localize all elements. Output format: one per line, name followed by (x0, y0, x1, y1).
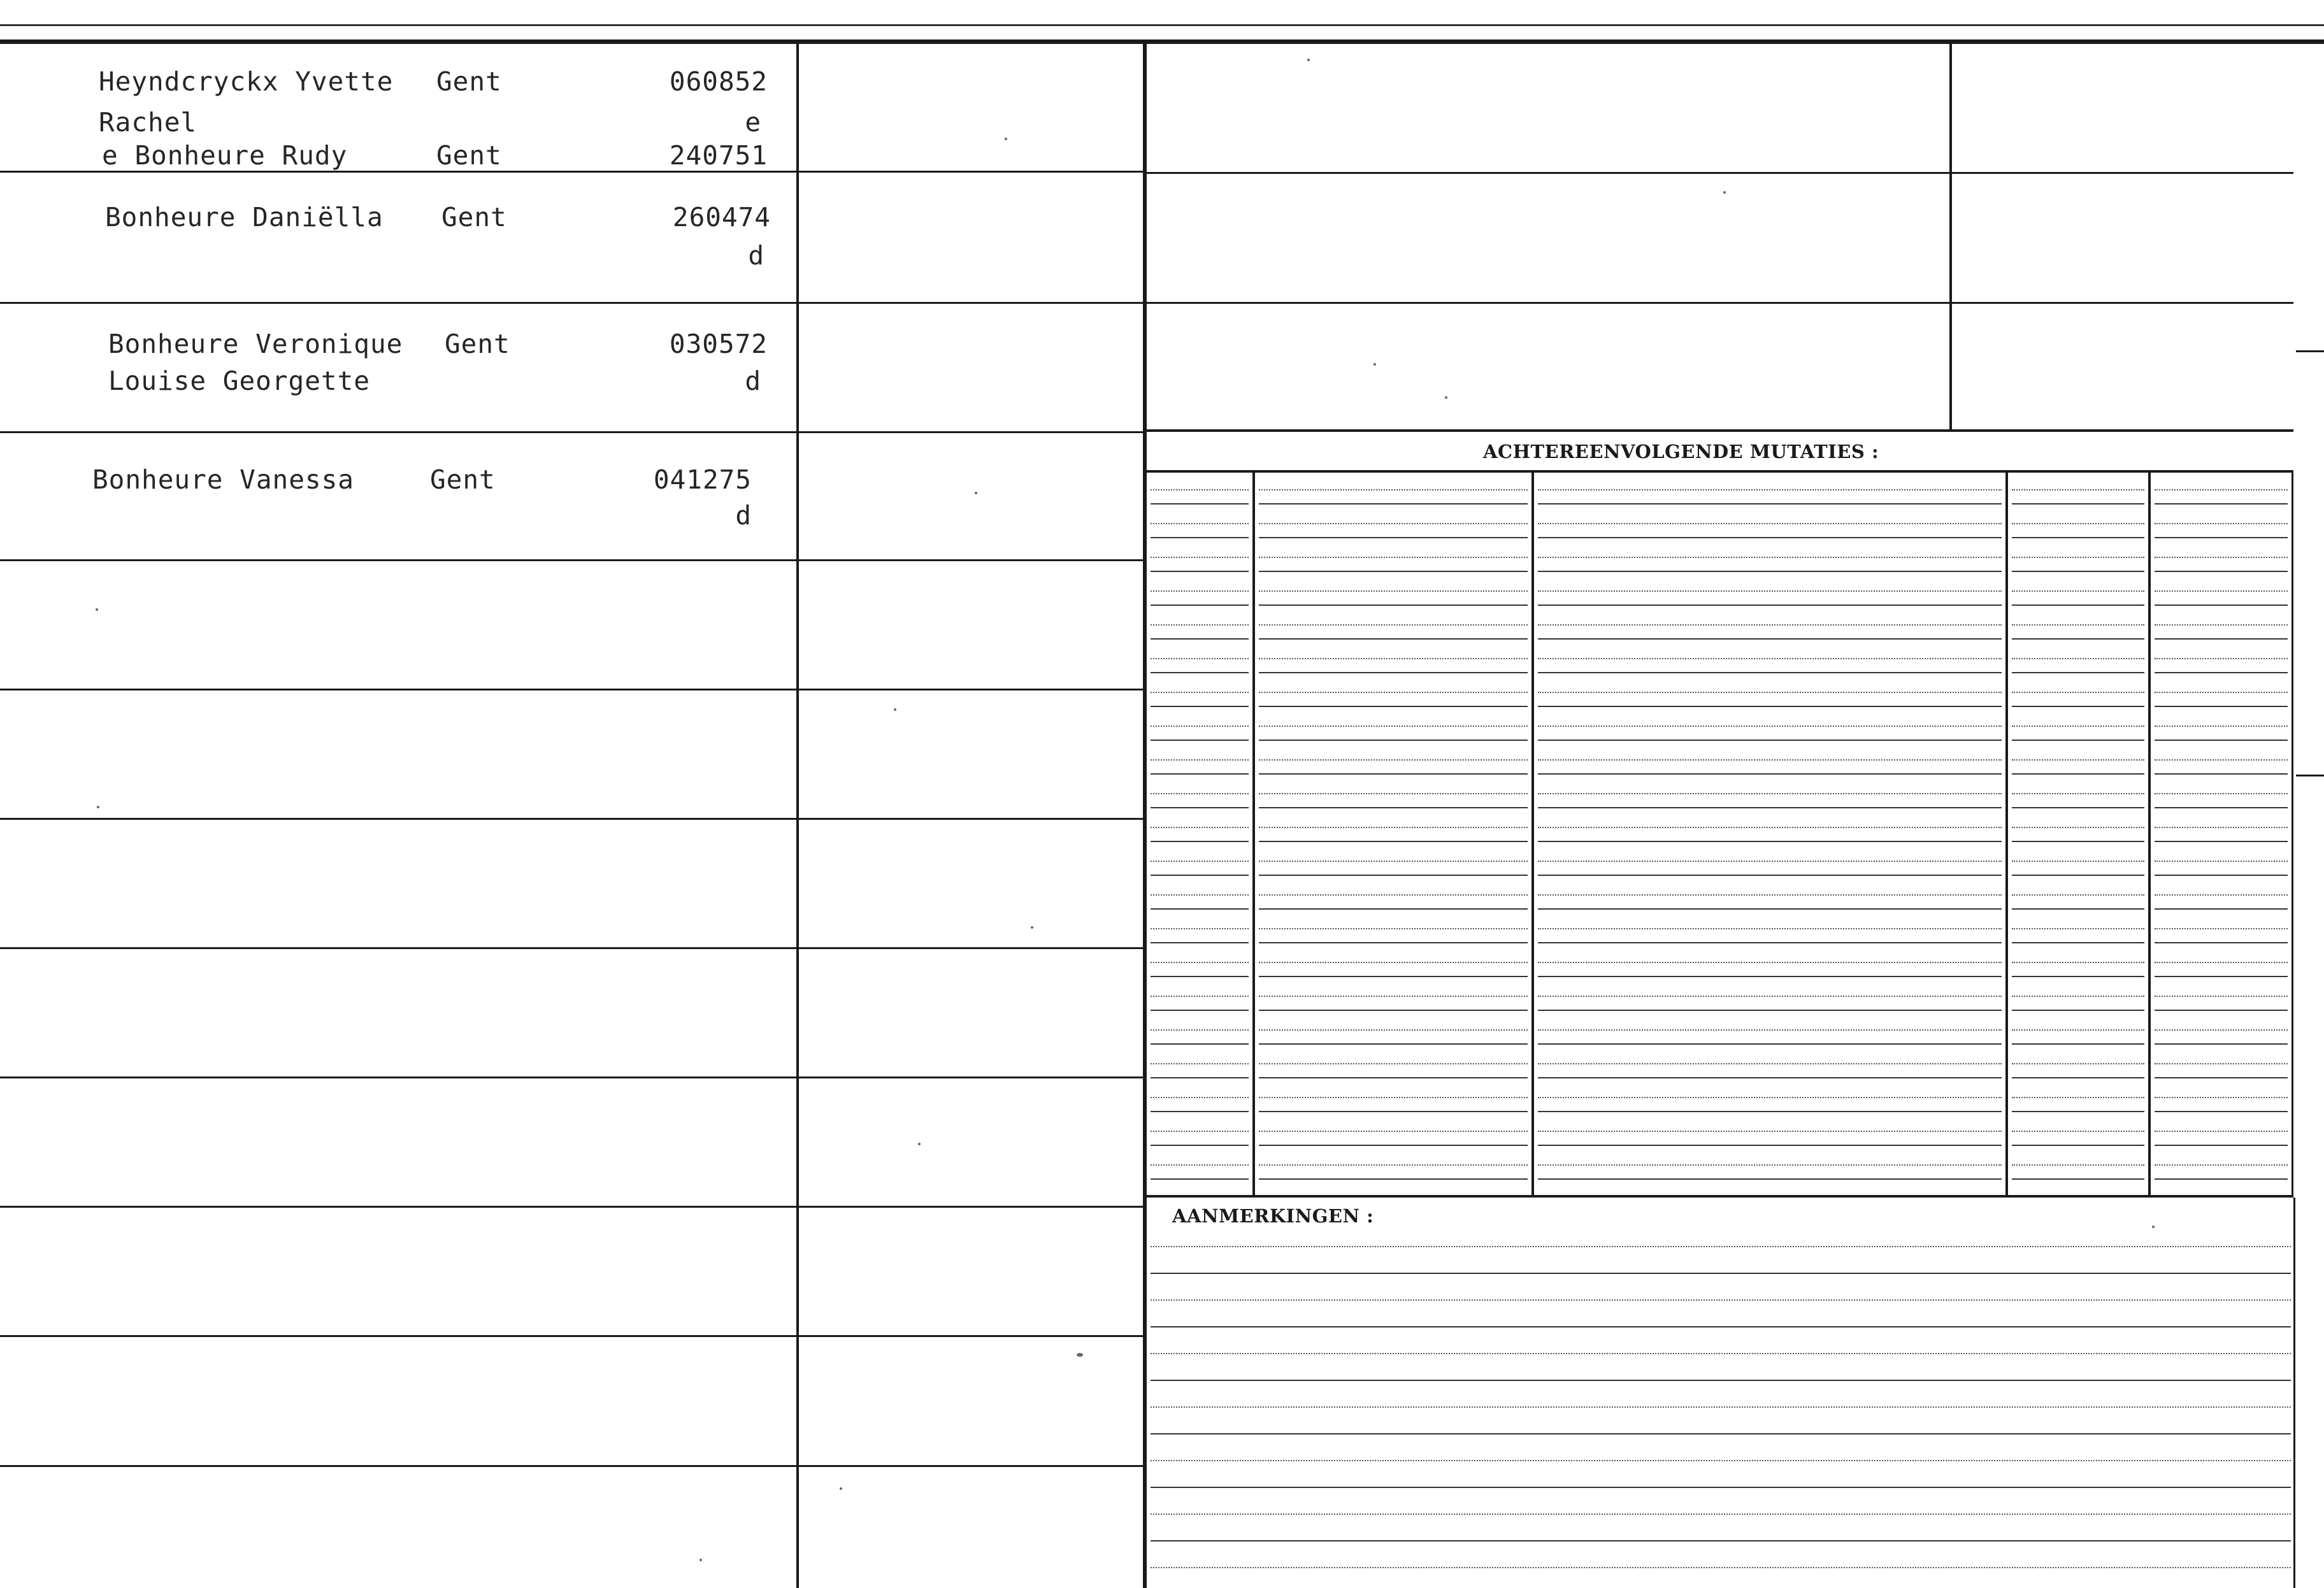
mutation-row-line (1259, 807, 1528, 808)
mutation-row-dotted (1538, 590, 2002, 592)
mutation-row-dotted (2012, 1063, 2144, 1064)
mutation-row-line (1151, 537, 1249, 538)
mutation-row-line (2012, 773, 2144, 775)
mutation-row-dotted (1151, 827, 1249, 828)
mutation-row-dotted (1151, 1164, 1249, 1166)
entry-name: e Bonheure Rudy (102, 140, 348, 171)
margin-tick-2 (2296, 775, 2324, 776)
entry-place: Gent (436, 66, 502, 97)
entry-code: 030572 (669, 329, 768, 359)
mutation-row-dotted (1259, 523, 1528, 524)
mutation-row-line (2012, 1043, 2144, 1045)
mutation-row-dotted (1259, 996, 1528, 997)
mutation-row-line (2012, 1145, 2144, 1146)
mutation-row-dotted (1151, 624, 1249, 626)
mutation-row-dotted (1259, 894, 1528, 896)
mutation-row-line (2012, 604, 2144, 606)
mutation-row-dotted (2155, 692, 2288, 693)
mutation-row-line (1151, 706, 1249, 707)
entry-code: 060852 (669, 66, 768, 97)
mutation-row-line (2155, 875, 2288, 876)
mutation-row-line (2012, 503, 2144, 504)
mutation-row-dotted (2155, 489, 2288, 490)
mutation-row-dotted (1259, 726, 1528, 727)
top-border-thick (0, 39, 2324, 44)
mutation-row-dotted (2155, 523, 2288, 524)
mutation-row-dotted (1538, 827, 2002, 828)
mutation-row-dotted (1259, 1063, 1528, 1064)
mutation-row-line (2012, 942, 2144, 943)
mutation-row-line (2012, 1010, 2144, 1011)
mutation-row-line (1151, 1145, 1249, 1146)
mutation-row-dotted (2155, 1131, 2288, 1132)
right-top-box-divider (1949, 39, 1952, 429)
mutation-row-line (2155, 537, 2288, 538)
mutation-row-line (2012, 807, 2144, 808)
mutation-row-dotted (2012, 692, 2144, 693)
mutation-row-dotted (1538, 759, 2002, 761)
entry-bonheure-vanessa (92, 462, 752, 538)
mutation-row-dotted (1151, 759, 1249, 761)
mutation-row-dotted (2012, 928, 2144, 929)
mutation-row-dotted (2012, 861, 2144, 862)
mutation-row-dotted (1151, 861, 1249, 862)
remarks-row-line (1151, 1433, 2291, 1434)
mutation-row-dotted (2155, 827, 2288, 828)
mutation-row-line (1538, 1145, 2002, 1146)
margin-tick-1 (2296, 350, 2324, 352)
mutation-row-dotted (1538, 1029, 2002, 1031)
remarks-row-line (1151, 1353, 2291, 1354)
remarks-row-line (1151, 1513, 2291, 1515)
mutation-row-dotted (1538, 1131, 2002, 1132)
mutation-row-dotted (1259, 827, 1528, 828)
mutation-row-dotted (1538, 523, 2002, 524)
mutation-row-dotted (1538, 557, 2002, 558)
mutation-row-dotted (1538, 962, 2002, 963)
center-divider (1143, 39, 1147, 1588)
mutation-row-dotted (2012, 590, 2144, 592)
mutation-row-line (2012, 672, 2144, 673)
mutation-row-dotted (2155, 1029, 2288, 1031)
mutation-row-dotted (1538, 861, 2002, 862)
mutation-row-line (1259, 1178, 1528, 1180)
mutation-row-dotted (1151, 658, 1249, 659)
mutation-row-line (1538, 976, 2002, 977)
mutation-row-line (2155, 1178, 2288, 1180)
remarks-row-line (1151, 1273, 2291, 1274)
mutation-row-line (1538, 571, 2002, 572)
mutation-row-line (1259, 1111, 1528, 1112)
mutation-row-dotted (1538, 1097, 2002, 1098)
mutation-row-dotted (2012, 827, 2144, 828)
mutation-row-dotted (2155, 624, 2288, 626)
mutation-row-dotted (2012, 793, 2144, 794)
mutation-row-dotted (1259, 1097, 1528, 1098)
mutation-row-line (2155, 841, 2288, 842)
mutation-row-dotted (1259, 1131, 1528, 1132)
mutation-row-line (2155, 638, 2288, 640)
mutation-row-dotted (1538, 894, 2002, 896)
mutation-row-dotted (2012, 557, 2144, 558)
mutation-row-line (2012, 908, 2144, 910)
mutation-row-dotted (1538, 996, 2002, 997)
mutation-row-line (1538, 773, 2002, 775)
entry-bonheure-rudy (102, 138, 768, 173)
mutation-row-dotted (1151, 1029, 1249, 1031)
mutation-row-dotted (1538, 692, 2002, 693)
mutation-row-dotted (1151, 1063, 1249, 1064)
mutation-row-line (1259, 875, 1528, 876)
mutation-row-dotted (1259, 590, 1528, 592)
mutation-row-line (1259, 976, 1528, 977)
mutation-row-dotted (1538, 658, 2002, 659)
mutation-row-dotted (2155, 861, 2288, 862)
mutation-row-line (1151, 875, 1249, 876)
entry-mark: e (745, 107, 761, 138)
mutation-row-line (1151, 604, 1249, 606)
mutation-row-dotted (1151, 1097, 1249, 1098)
mutation-row-line (1151, 807, 1249, 808)
mutation-row-line (1538, 706, 2002, 707)
mutation-row-dotted (2012, 759, 2144, 761)
mutation-row-dotted (1259, 1164, 1528, 1166)
mutation-row-line (1259, 638, 1528, 640)
mutation-row-line (1538, 875, 2002, 876)
mutation-row-line (2155, 942, 2288, 943)
mutation-row-line (1538, 1010, 2002, 1011)
mutation-row-dotted (2155, 894, 2288, 896)
mutation-row-line (1538, 503, 2002, 504)
top-border-thin (0, 24, 2324, 26)
mutation-row-dotted (2155, 557, 2288, 558)
mutation-row-dotted (2155, 1164, 2288, 1166)
mutation-row-line (1259, 908, 1528, 910)
remarks-row-line (1151, 1380, 2291, 1381)
remarks-row-line (1151, 1540, 2291, 1542)
mutation-row-dotted (1259, 861, 1528, 862)
mutation-row-dotted (2012, 996, 2144, 997)
mutation-row-line (2012, 1178, 2144, 1180)
mutation-row-line (1538, 1077, 2002, 1078)
mutation-row-dotted (1259, 928, 1528, 929)
mutation-row-dotted (1538, 1164, 2002, 1166)
mutation-row-dotted (2012, 624, 2144, 626)
mutation-row-line (1259, 841, 1528, 842)
mutation-row-dotted (2155, 1063, 2288, 1064)
mutation-row-dotted (2012, 1097, 2144, 1098)
mutation-row-dotted (2155, 726, 2288, 727)
mutation-row-line (1259, 1077, 1528, 1078)
mutation-row-line (2012, 571, 2144, 572)
remarks-row-line (1151, 1460, 2291, 1461)
mutation-row-dotted (1259, 557, 1528, 558)
mutation-row-dotted (1151, 793, 1249, 794)
mutation-row-dotted (2012, 1131, 2144, 1132)
mutation-row-dotted (1151, 523, 1249, 524)
mutation-row-dotted (1259, 962, 1528, 963)
mutation-row-dotted (2155, 658, 2288, 659)
mutation-row-dotted (2012, 726, 2144, 727)
mutation-row-dotted (2012, 962, 2144, 963)
mutation-row-line (2012, 841, 2144, 842)
mutation-row-line (2155, 908, 2288, 910)
mutation-row-line (1538, 537, 2002, 538)
mutation-row-line (1538, 807, 2002, 808)
mutation-row-line (1538, 672, 2002, 673)
mutation-row-line (1151, 1010, 1249, 1011)
mutation-row-line (2155, 672, 2288, 673)
mutation-row-dotted (1259, 489, 1528, 490)
mutation-row-dotted (1151, 692, 1249, 693)
mutation-row-line (2012, 740, 2144, 741)
entry-rachel (99, 104, 761, 140)
remarks-right-border (2293, 1198, 2295, 1588)
mutation-row-line (2012, 976, 2144, 977)
mutation-row-line (2012, 537, 2144, 538)
mutation-row-line (2155, 604, 2288, 606)
mutation-row-dotted (1151, 928, 1249, 929)
mutation-row-dotted (2155, 793, 2288, 794)
mutation-row-line (2012, 875, 2144, 876)
right-top-row-3 (1147, 429, 2293, 432)
mutation-row-line (1538, 942, 2002, 943)
mutation-row-line (1538, 1043, 2002, 1045)
mutation-row-dotted (1151, 557, 1249, 558)
entry-name: Bonheure Vanessa (92, 464, 354, 495)
entry-mark: d (748, 240, 764, 271)
mutation-row-line (1259, 1010, 1528, 1011)
mutation-row-dotted (2155, 759, 2288, 761)
mutation-row-line (1538, 1178, 2002, 1180)
mutation-row-dotted (1151, 590, 1249, 592)
mutation-row-line (2155, 1043, 2288, 1045)
mutation-row-dotted (2012, 658, 2144, 659)
mutation-row-dotted (1151, 894, 1249, 896)
mutation-row-line (2155, 706, 2288, 707)
mutation-row-dotted (2155, 996, 2288, 997)
mutation-row-line (1151, 908, 1249, 910)
entry-name: Louise Georgette (108, 366, 370, 396)
entry-place: Gent (445, 329, 510, 359)
mutation-row-line (1151, 1043, 1249, 1045)
mutation-row-line (1259, 537, 1528, 538)
remarks-row-line (1151, 1487, 2291, 1488)
mutation-row-dotted (1538, 624, 2002, 626)
mutation-row-line (1151, 773, 1249, 775)
mutation-row-line (2012, 1077, 2144, 1078)
mutation-row-dotted (1538, 489, 2002, 490)
remarks-row-line (1151, 1299, 2291, 1301)
entry-bonheure-daniella (105, 199, 771, 276)
mutation-row-dotted (2012, 1029, 2144, 1031)
mutation-row-dotted (2155, 590, 2288, 592)
mutation-row-line (2155, 1010, 2288, 1011)
right-top-row-1 (1147, 172, 2293, 174)
mutation-row-line (1259, 571, 1528, 572)
entry-place: Gent (430, 464, 496, 495)
left-table-divider (796, 39, 799, 1588)
mutation-row-line (1538, 841, 2002, 842)
mutation-row-line (2012, 638, 2144, 640)
remarks-header: AANMERKINGEN : (1172, 1205, 1374, 1227)
entry-name: Heyndcryckx Yvette (99, 66, 394, 97)
mutation-row-dotted (2012, 894, 2144, 896)
mutation-row-line (1259, 503, 1528, 504)
mutation-row-line (2155, 571, 2288, 572)
mutation-row-dotted (1259, 793, 1528, 794)
mutation-row-line (1151, 571, 1249, 572)
mutation-row-dotted (1151, 726, 1249, 727)
mutation-row-line (1151, 672, 1249, 673)
mutation-row-dotted (1538, 793, 2002, 794)
remarks-row-line (1151, 1326, 2291, 1327)
mutations-col-1 (1252, 473, 1255, 1196)
mutation-row-dotted (2155, 928, 2288, 929)
mutations-col-5 (2292, 473, 2293, 1196)
mutation-row-line (2155, 1077, 2288, 1078)
mutation-row-line (1151, 503, 1249, 504)
entry-code: 041275 (653, 464, 752, 495)
remarks-row-line (1151, 1406, 2291, 1408)
mutation-row-dotted (1151, 1131, 1249, 1132)
mutation-row-line (1151, 740, 1249, 741)
mutation-row-line (1259, 942, 1528, 943)
mutation-row-line (1151, 1077, 1249, 1078)
mutations-col-4 (2148, 473, 2151, 1196)
mutation-row-line (1538, 1111, 2002, 1112)
mutations-header: ACHTEREENVOLGENDE MUTATIES : (1483, 441, 1879, 462)
mutation-row-line (1538, 740, 2002, 741)
remarks-row-line (1151, 1567, 2291, 1568)
mutation-row-line (1538, 908, 2002, 910)
mutation-row-line (2155, 740, 2288, 741)
mutation-row-line (1151, 942, 1249, 943)
entry-place: Gent (436, 140, 502, 171)
mutation-row-dotted (1259, 624, 1528, 626)
mutation-row-dotted (2012, 523, 2144, 524)
right-top-row-2 (1147, 302, 2293, 304)
mutation-row-line (2012, 706, 2144, 707)
mutations-table-bottom (1147, 1195, 2293, 1198)
mutation-row-line (2155, 1145, 2288, 1146)
mutations-col-2 (1531, 473, 1534, 1196)
mutation-row-line (1151, 638, 1249, 640)
mutation-row-line (1259, 740, 1528, 741)
entry-mark: d (735, 500, 752, 531)
mutation-row-dotted (1151, 489, 1249, 490)
mutation-row-line (1151, 1178, 1249, 1180)
mutation-row-line (2155, 807, 2288, 808)
mutation-row-line (2155, 1111, 2288, 1112)
mutation-row-dotted (1151, 996, 1249, 997)
entry-place: Gent (441, 202, 507, 232)
entry-code: 260474 (672, 202, 771, 232)
entry-louise-georgette (108, 363, 768, 399)
mutation-row-dotted (1151, 962, 1249, 963)
mutation-row-line (1151, 976, 1249, 977)
mutation-row-line (1259, 672, 1528, 673)
remarks-row-line (1151, 1246, 2291, 1247)
entry-heyndcryckx (99, 64, 768, 99)
mutation-row-dotted (2155, 1097, 2288, 1098)
mutation-row-line (1538, 638, 2002, 640)
mutation-row-line (1259, 773, 1528, 775)
mutation-row-dotted (1259, 1029, 1528, 1031)
mutation-row-line (1538, 604, 2002, 606)
entry-code: 240751 (669, 140, 768, 171)
mutation-row-line (1151, 841, 1249, 842)
entry-mark: d (745, 366, 761, 396)
entry-name: Bonheure Veronique (108, 329, 403, 359)
mutation-row-line (1259, 604, 1528, 606)
mutation-row-dotted (1538, 928, 2002, 929)
mutation-row-line (2155, 976, 2288, 977)
mutation-row-line (1259, 1145, 1528, 1146)
entry-bonheure-veronique (108, 326, 768, 362)
mutation-row-line (1259, 1043, 1528, 1045)
mutation-row-line (2012, 1111, 2144, 1112)
mutation-row-dotted (1259, 658, 1528, 659)
mutation-row-line (1259, 706, 1528, 707)
mutation-row-dotted (1259, 759, 1528, 761)
entry-name: Bonheure Daniëlla (105, 202, 384, 232)
mutation-row-dotted (2012, 1164, 2144, 1166)
entry-name: Rachel (99, 107, 197, 138)
mutation-row-line (1151, 1111, 1249, 1112)
mutations-table-top (1147, 470, 2293, 473)
mutation-row-dotted (1538, 726, 2002, 727)
mutations-col-3 (2005, 473, 2008, 1196)
mutation-row-dotted (1259, 692, 1528, 693)
mutation-row-dotted (2155, 962, 2288, 963)
mutation-row-line (2155, 503, 2288, 504)
mutation-row-dotted (2012, 489, 2144, 490)
mutation-row-dotted (1538, 1063, 2002, 1064)
mutation-row-line (2155, 773, 2288, 775)
